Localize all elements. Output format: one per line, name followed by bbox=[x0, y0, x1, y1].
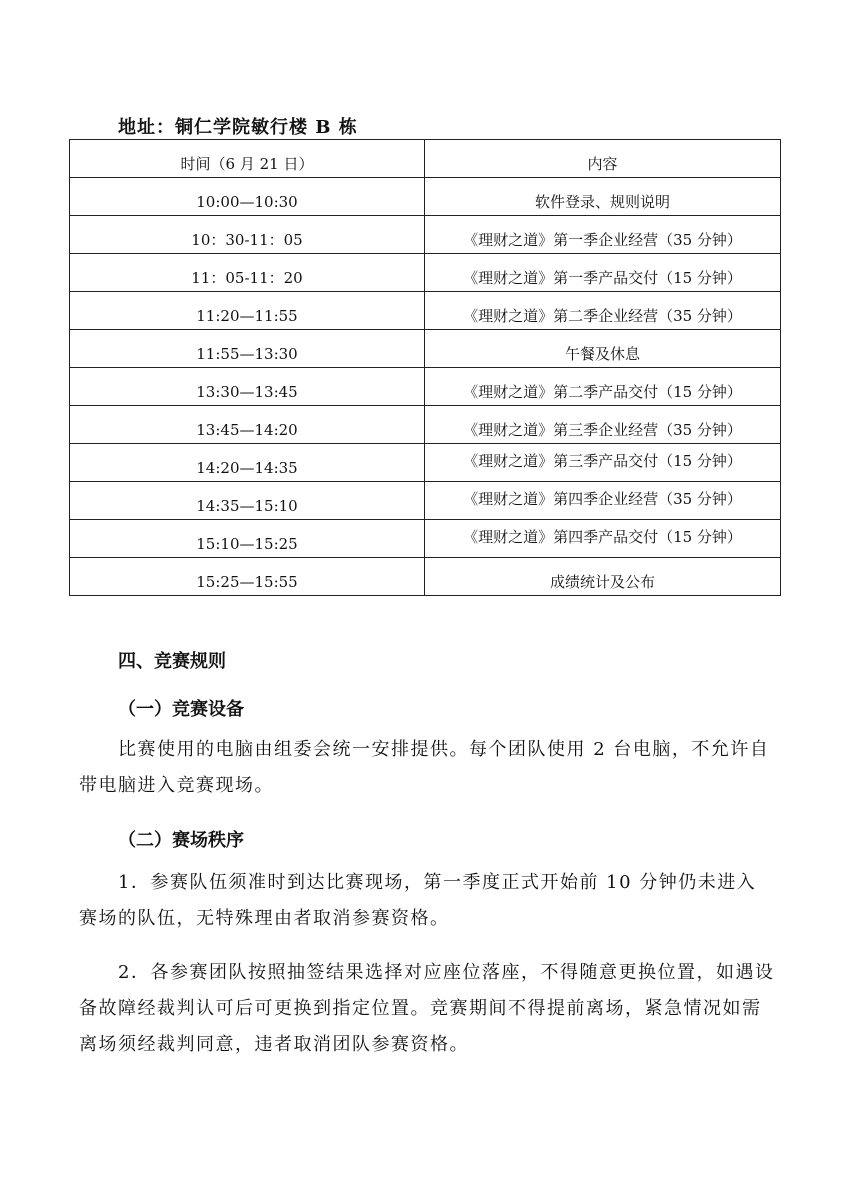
table-header-row bbox=[70, 140, 781, 178]
row-content: 《理财之道》第二季产品交付（15 分钟） bbox=[425, 368, 781, 406]
sub-section-1-title: （一）竞赛设备 bbox=[118, 699, 244, 720]
table-row bbox=[70, 254, 781, 292]
row-content: 《理财之道》第三季企业经营（35 分钟） bbox=[425, 406, 781, 444]
row-content: 午餐及休息 bbox=[425, 330, 781, 368]
row-content: 《理财之道》第四季企业经营（35 分钟） bbox=[425, 482, 781, 520]
address-line: 地址：铜仁学院敏行楼 B 栋 bbox=[118, 117, 358, 138]
row-content: 软件登录、规则说明 bbox=[425, 178, 781, 216]
row-content: 《理财之道》第二季企业经营（35 分钟） bbox=[425, 292, 781, 330]
table-row bbox=[70, 558, 781, 596]
table-row bbox=[70, 368, 781, 406]
row-time: 11:20—11:55 bbox=[70, 292, 425, 330]
table-row bbox=[70, 520, 781, 558]
table-row bbox=[70, 482, 781, 520]
row-time: 10：30-11：05 bbox=[70, 216, 425, 254]
row-time: 15:10—15:25 bbox=[70, 520, 425, 558]
row-time: 11:55—13:30 bbox=[70, 330, 425, 368]
header-time: 时间（6 月 21 日） bbox=[70, 140, 425, 178]
table-row bbox=[70, 406, 781, 444]
row-content: 《理财之道》第三季产品交付（15 分钟） bbox=[425, 444, 781, 482]
sub-section-2-paragraph-1: 1．参赛队伍须准时到达比赛现场，第一季度正式开始前 10 分钟仍未进入赛场的队伍，无特殊理由者取消参赛资格。 bbox=[79, 872, 757, 929]
sub-section-1-text: 比赛使用的电脑由组委会统一安排提供。每个团队使用 2 台电脑，不允许自带电脑进入竞赛现场。 bbox=[79, 739, 770, 796]
table-row bbox=[70, 216, 781, 254]
row-time: 14:35—15:10 bbox=[70, 482, 425, 520]
table-row bbox=[70, 444, 781, 482]
sub-section-2-paragraph-2: 2．各参赛团队按照抽签结果选择对应座位落座，不得随意更换位置，如遇设备故障经裁判认可后可更换到指定位置。竞赛期间不得提前离场，紧急情况如需离场须经裁判同意，违者取消团队参赛资格。 bbox=[79, 962, 775, 1055]
row-time: 13:30—13:45 bbox=[70, 368, 425, 406]
row-content: 《理财之道》第四季产品交付（15 分钟） bbox=[425, 520, 781, 558]
section-title: 四、竞赛规则 bbox=[118, 651, 226, 672]
table-row bbox=[70, 178, 781, 216]
table-row bbox=[70, 292, 781, 330]
header-content: 内容 bbox=[425, 140, 781, 178]
row-time: 11：05-11：20 bbox=[70, 254, 425, 292]
row-content: 成绩统计及公布 bbox=[425, 558, 781, 596]
row-time: 13:45—14:20 bbox=[70, 406, 425, 444]
row-time: 14:20—14:35 bbox=[70, 444, 425, 482]
sub-section-2-title: （二）赛场秩序 bbox=[118, 830, 244, 851]
row-content: 《理财之道》第一季产品交付（15 分钟） bbox=[425, 254, 781, 292]
row-time: 15:25—15:55 bbox=[70, 558, 425, 596]
row-time: 10:00—10:30 bbox=[70, 178, 425, 216]
table-row bbox=[70, 330, 781, 368]
row-content: 《理财之道》第一季企业经营（35 分钟） bbox=[425, 216, 781, 254]
schedule-table bbox=[69, 139, 781, 596]
